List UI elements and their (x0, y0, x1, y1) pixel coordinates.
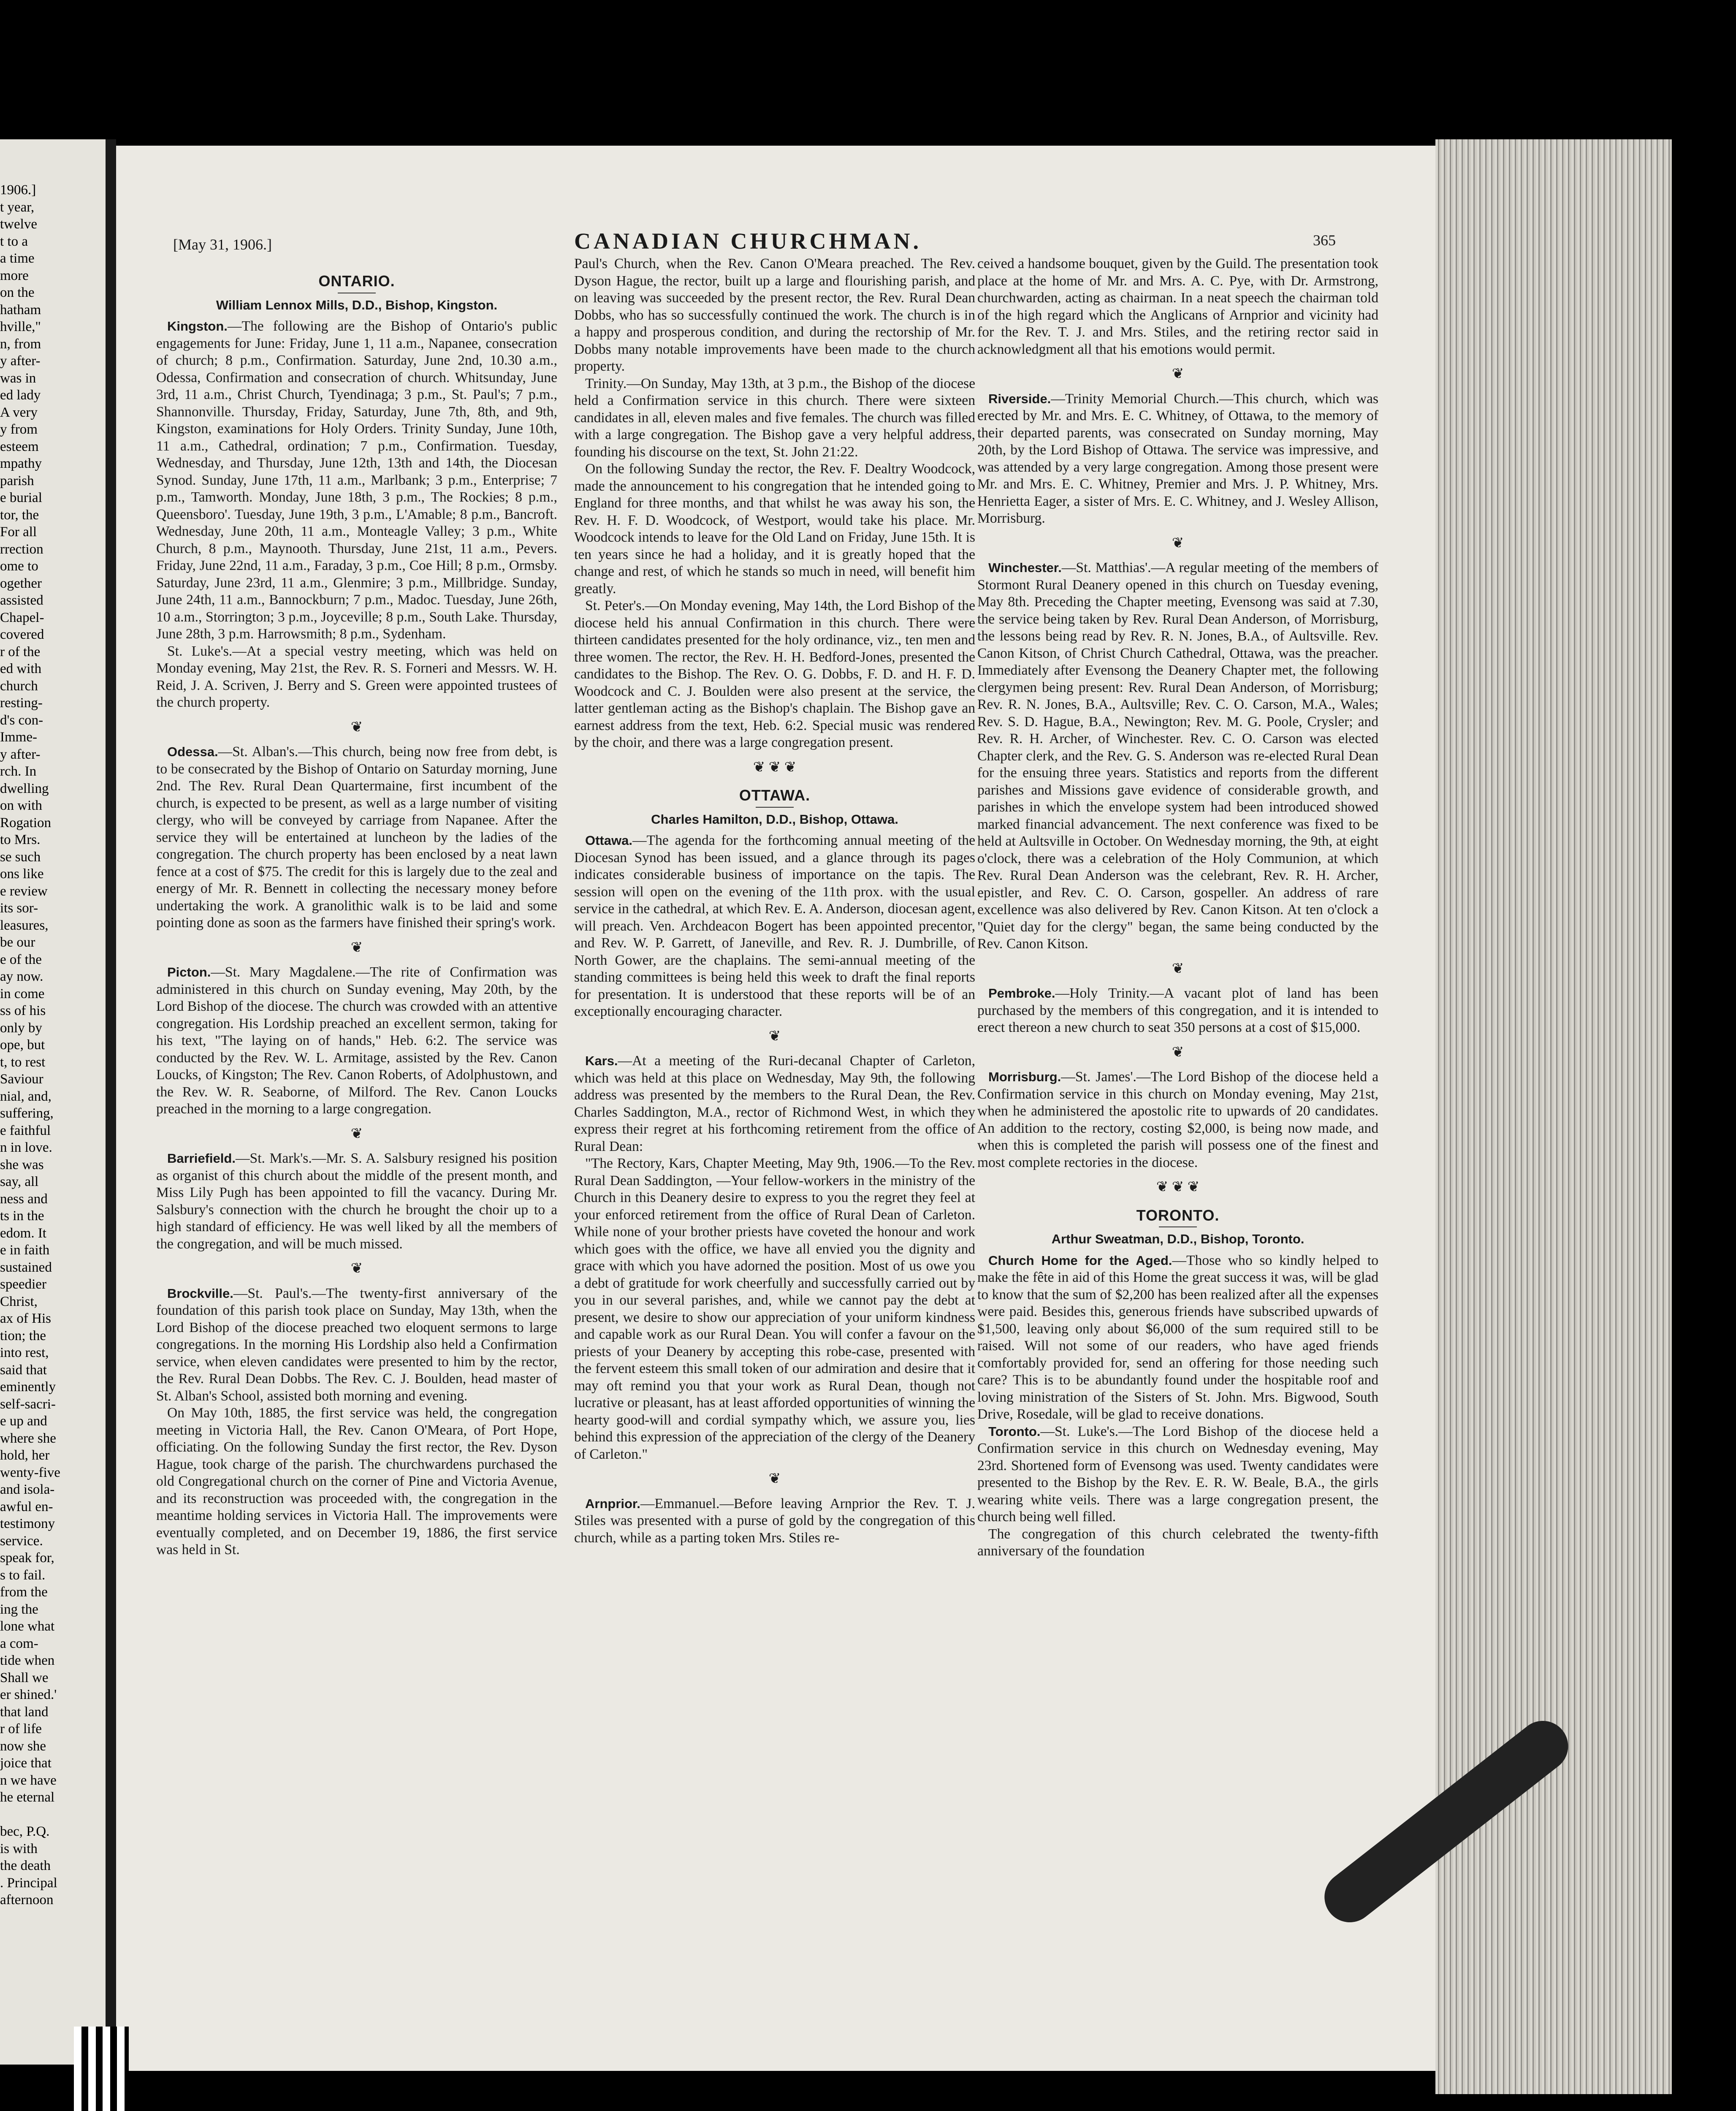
left-page-line: mpathy (0, 456, 42, 471)
left-page-line: testimony (0, 1516, 55, 1531)
left-page-line: ome to (0, 559, 38, 574)
paragraph-text: —St. Matthias'.—A regular meeting of the members of Stormont Rural Deanery opened in this church on Tuesday evening, May 8th. Preceding the Chapter meeting, Evensong was said at 7.30, the service being taken by Rev. Rural Dean Anderson, of Morrisburg, the lessons being read by Rev. R. N. Jones, B.A., of Aultsville. Rev. Canon Kitson, of Christ Church Cathedral, Ottawa, was the preacher. Immediately after Evensong the Deanery Chapter met, the following clergymen being present: Rev. Rural Dean Anderson, of Morrisburg; Rev. R. N. Jones, B.A., Aultsville; Rev. C. O. Carson, M.A., Wales; Rev. S. D. Hague, B.A., Newington; Rev. M. G. Poole, Crysler; and Rev. R. H. Archer, of Winchester. Rev. C. O. Carson was elected Chapter clerk, and the Rev. G. S. Anderson was re-elected Rural Dean for the ensuing three years. Statistics and reports from the different parishes and Missions gave evidence of considerable growth, and parishes in which the envelope system had been introduced showed marked financial advancement. The next conference was fixed to be held at Aultsville in October. On Wednesday morning, the 9th, at eight o'clock, there was a celebration of the Holy Communion, at which Rev. Rural Dean Anderson was the celebrant, Rev. R. H. Archer, epistler, and Rev. C. O. Carson, gospeller. An address of rare excellence was also delivered by Rev. Canon Kitson. At ten o'clock a "Quiet day for the clergy" began, the same being conducted by the Rev. Canon Kitson. (977, 560, 1378, 952)
left-page-line: self-sacri- (0, 1396, 56, 1412)
left-page-line: ing the (0, 1601, 38, 1617)
left-page-line: tion; the (0, 1328, 46, 1343)
left-page-line: hold, her (0, 1448, 50, 1463)
left-page-line: For all (0, 524, 37, 540)
left-page-line: se such (0, 849, 41, 865)
left-page-line: where she (0, 1430, 56, 1446)
paragraph-text: —Trinity Memorial Church.—This church, which was erected by Mr. and Mrs. E. C. Whitney, of Ottawa, to the memory of their departed parents, was consecrated on Sunday morning, May 20th, by the Lord Bishop of Ottawa. The service was impressive, and was attended by a very large congregation. Among those present were Mr. and Mrs. E. C. Whitney, Premier and Mrs. J. P. Whitney, Mrs. Henrietta Eager, a sister of Mrs. E. C. Whitney, and J. Wesley Allison, Morrisburg. (977, 391, 1378, 526)
left-page-line: t year, (0, 199, 35, 215)
left-page-line: Shall we (0, 1670, 49, 1685)
left-page-line: rch. In (0, 764, 37, 779)
bishop-line: Arthur Sweatman, D.D., Bishop, Toronto. (1051, 1232, 1305, 1246)
left-page-line: only by (0, 1020, 42, 1036)
left-page-line: in come (0, 986, 45, 1001)
left-page-line: on with (0, 798, 42, 813)
left-page-line: tor, the (0, 507, 39, 523)
paragraph-text: The congregation of this church celebrated the twenty-fifth anniversary of the foundation (977, 1526, 1378, 1559)
left-page-line: dwelling (0, 781, 49, 796)
left-page-line: hville," (0, 319, 41, 334)
left-page-line: a time (0, 251, 35, 266)
paragraph-text: —Emmanuel.—Before leaving Arnprior the Rev. T. J. Stiles was presented with a purse of gold by the congregation of this church, while as a parting token Mrs. Stiles re- (574, 1495, 975, 1546)
place-name: Odessa. (167, 744, 218, 759)
left-page-line: n we have (0, 1772, 57, 1788)
left-page-line: wenty-five (0, 1465, 60, 1480)
left-page-line: church (0, 678, 38, 694)
left-page-line: she was (0, 1157, 44, 1172)
left-page-fragment (0, 139, 106, 2065)
left-page-line: covered (0, 627, 44, 642)
left-page-line: n, from (0, 336, 41, 352)
left-page-line: eminently (0, 1379, 56, 1395)
newspaper-page (116, 146, 1435, 2071)
left-page-line: e in faith (0, 1243, 50, 1258)
paragraph-text: —At a meeting of the Ruri-decanal Chapter of Carleton, which was held at this place on Wednesday, May 9th, the following address was presented by the members to the Rural Dean, the Rev. Charles Saddington, M.A., rector of Richmond West, in which they express their regret at his forthcoming retirement from the office of Rural Dean: (574, 1053, 975, 1154)
diocese-heading: ONTARIO. (318, 272, 395, 290)
section-ornament: ❦ (768, 1471, 781, 1487)
left-page-line: ope, but (0, 1037, 45, 1053)
left-page-line: rrection (0, 541, 43, 557)
place-name: Kingston. (167, 319, 228, 334)
left-page-line: Saviour (0, 1072, 43, 1087)
left-page-line: r of the (0, 644, 41, 659)
bishop-line: Charles Hamilton, D.D., Bishop, Ottawa. (651, 811, 898, 827)
left-page-line: service. (0, 1533, 43, 1549)
left-page-line (0, 1806, 106, 1823)
heading-rule (756, 807, 794, 808)
left-page-line: resting- (0, 695, 43, 711)
place-name: Winchester. (988, 560, 1062, 575)
place-name: Riverside. (988, 391, 1051, 406)
article-paragraph (574, 832, 975, 1020)
article-paragraph (977, 1526, 1378, 1560)
left-page-line: Rogation (0, 815, 51, 830)
heading-rule (1159, 1226, 1197, 1227)
left-page-line: ons like (0, 866, 44, 882)
left-page-line: A very (0, 404, 38, 420)
left-page-line: Christ, (0, 1294, 38, 1309)
left-page-line: parish (0, 473, 34, 488)
left-page-line: afternoon (0, 1892, 54, 1907)
left-page-line: from the (0, 1585, 48, 1600)
left-page-line: its sor- (0, 901, 38, 916)
paragraph-text: —The agenda for the forthcoming annual meeting of the Diocesan Synod has been issued, and a glance through its pages indicates considerable business of importance on the tapis. The session will open on the evening of the 11th prox. with the usual service in the cathedral, at which Rev. E. A. Anderson, diocesan agent, will preach. Ven. Archdeacon Bogert has been appointed precentor, and Rev. W. P. Garrett, of Janeville, and Rev. R. J. Dumbrille, of North Gower, are the chaplains. The semi-annual meeting of the standing committees is being held this week to draft the final reports for presentation. It is understood that these reports will be of an exceptionally encouraging character. (574, 833, 975, 1019)
left-page-line: that land (0, 1704, 49, 1720)
left-page-line: . Principal (0, 1875, 57, 1891)
left-page-line: was in (0, 370, 36, 386)
section-ornament: ❦ (350, 939, 363, 955)
diocese-heading: TORONTO. (1136, 1206, 1220, 1224)
left-page-line: hatham (0, 302, 41, 317)
place-name: Toronto. (988, 1424, 1041, 1439)
section-ornament: ❦ (1172, 535, 1184, 551)
paragraph-text: St. Peter's.—On Monday evening, May 14th, the Lord Bishop of the diocese held his annual Confirmation in this church. There were thirteen candidates presented for the holy ordinance, viz., ten men and three women. The rector, the Rev. H. H. Bedford-Jones, presented the candidates to the Bishop. The Rev. O. G. Dobbs, F. D. and H. F. D. Woodcock and C. J. Boulden were also present at the service, the latter gentleman acting as the Bishop's chaplain. The Bishop gave an earnest address from the text, Heb. 6:2. Special music was rendered by the choir, and there was a large congregation present. (574, 598, 975, 750)
article-paragraph (574, 1155, 975, 1463)
section-ornament: ❦ (768, 1028, 781, 1044)
left-page-line: to Mrs. (0, 832, 41, 847)
column-2 (574, 255, 975, 2046)
article-paragraph (574, 1495, 975, 1547)
article-paragraph (977, 1423, 1378, 1526)
left-page-line: and isola- (0, 1482, 55, 1497)
article-paragraph (977, 559, 1378, 953)
left-page-line: suffering, (0, 1106, 54, 1121)
left-page-line: speak for, (0, 1550, 54, 1566)
left-page-line: Imme- (0, 730, 37, 745)
column-3 (977, 255, 1378, 2046)
article-paragraph (574, 375, 975, 461)
left-page-line: e of the (0, 952, 42, 967)
place-name: Kars. (585, 1053, 618, 1068)
left-page-line: y after- (0, 746, 41, 762)
left-page-line: be our (0, 935, 35, 950)
article-paragraph (156, 964, 557, 1118)
left-page-text (0, 139, 106, 1909)
article-paragraph (156, 1150, 557, 1253)
left-page-line: now she (0, 1738, 46, 1754)
section-ornament: ❦ (1172, 961, 1184, 977)
left-page-line: sustained (0, 1259, 52, 1275)
left-page-line: ax of His (0, 1311, 51, 1326)
left-page-line: esteem (0, 439, 39, 454)
left-page-line: the death (0, 1858, 51, 1873)
section-ornament: ❦ (350, 719, 363, 735)
left-page-line: n in love. (0, 1140, 52, 1155)
left-page-line: y after- (0, 353, 41, 369)
section-ornament: ❦ (1172, 1044, 1184, 1060)
left-page-line: e faithful (0, 1123, 51, 1138)
left-page-line: s to fail. (0, 1567, 46, 1583)
left-page-line: Chapel- (0, 610, 44, 625)
masthead-title: CANADIAN CHURCHMAN. (574, 228, 922, 254)
paragraph-text: On the following Sunday the rector, the Rev. F. Dealtry Woodcock, made the announcement to his congregation that he intended going to England for three months, and that whilst he was away his son, the Rev. H. F. D. Woodcock, of Westport, would take his place. Mr. Woodcock intends to leave for the Old Land on Friday, June 15th. It is ten years since he had a holiday, and it is greatly hoped that the change and rest, of which he stands so much in need, will benefit him greatly. (574, 461, 975, 597)
section-ornament: ❦ (350, 1126, 363, 1142)
left-page-line: awful en- (0, 1499, 53, 1514)
left-page-line: ts in the (0, 1208, 44, 1224)
place-name: Arnprior. (585, 1496, 640, 1511)
paragraph-text: —St. Alban's.—This church, being now free from debt, is to be consecrated by the Bishop of Ontario on Saturday morning, June 2nd. The Rev. Rural Dean Quartermaine, first incumbent of the church, is expected to be present, as well as a large number of visiting clergy, who will be conveyed by carriage from Napanee. After the service they will be entertained at luncheon by the ladies of the congregation. The church property has been enclosed by a neat lawn fence at a cost of $75. The credit for this is largely due to the zeal and energy of Mr. R. Bennett in collecting the necessary money before undertaking the work. A granolithic walk is to be laid and some pointing done as soon as the farmers have finished their spring's work. (156, 744, 557, 931)
article-paragraph (574, 597, 975, 752)
article-paragraph (156, 318, 557, 643)
section-ornament: ❦ ❦ ❦ (753, 759, 797, 775)
left-page-line: ss of his (0, 1003, 46, 1018)
left-page-line: 1906.] (0, 182, 36, 198)
bishop-line: William Lennox Mills, D.D., Bishop, Kingston. (216, 297, 498, 312)
left-page-line: t, to rest (0, 1054, 46, 1070)
left-page-line: into rest, (0, 1345, 49, 1360)
paragraph-text: —St. Luke's.—The Lord Bishop of the diocese held a Confirmation service in this church on Wednesday evening, May 23rd. Shortened form of Evensong was used. Twenty candidates were presented to the Bishop by the Rev. E. R. W. Beale, B.A., the girls wearing white veils. There was a large congregation present, the church being well filled. (977, 1423, 1378, 1525)
left-page-line: said that (0, 1362, 47, 1378)
place-name: Ottawa. (585, 833, 632, 848)
left-page-line: say, all (0, 1174, 39, 1189)
paragraph-text: —Those who so kindly helped to make the fête in aid of this Home the great success it was, will be glad to know that the sum of $2,200 has been realized after all the expenses were paid. Besides this, generous friends have subscribed upwards of $1,500, leaving only about $6,000 of the sum required still to be raised. Will not some of our readers, who have aged friends comfortably provided for, send an offering for those needing such care? This is to be abundantly found under the hospitable roof and loving ministration of the Sisters of St. John. Mrs. Bigwood, South Drive, Rosedale, will be glad to receive donations. (977, 1252, 1378, 1422)
article-paragraph (977, 1069, 1378, 1171)
left-page-line: ay now. (0, 969, 43, 984)
left-page-line: y from (0, 422, 38, 437)
article-paragraph (156, 643, 557, 711)
article-paragraph (156, 1285, 557, 1405)
place-name: Morrisburg. (988, 1069, 1061, 1084)
section-ornament: ❦ (1172, 366, 1184, 382)
section-ornament: ❦ (350, 1261, 363, 1276)
left-page-line: joice that (0, 1756, 52, 1771)
paragraph-text: —St. James'.—The Lord Bishop of the diocese held a Confirmation service in this church on Monday evening, May 21st, when he administered the apostolic rite to upwards of 20 candidates. An addition to the rectory, costing $2,000, is being now made, and when this is completed the parish will possess one of the finest and most complete rectories in the diocese. (977, 1069, 1378, 1170)
article-paragraph (574, 1053, 975, 1155)
left-page-line: more (0, 268, 29, 283)
article-paragraph (156, 1405, 557, 1559)
paragraph-text: St. Luke's.—At a special vestry meeting, which was held on Monday evening, May 21st, the Rev. R. S. Forneri and Messrs. W. H. Reid, J. A. Scriven, J. Berry and S. Green were appointed trustees of the church property. (156, 643, 557, 710)
left-page-line: e burial (0, 490, 42, 505)
left-page-line: ness and (0, 1191, 48, 1207)
paragraph-text: —St. Paul's.—The twenty-first anniversary of the foundation of this parish took place on Sunday, May 13th, when the Lord Bishop of the diocese preached two eloquent sermons to large congregations. In the morning His Lordship also held a Confirmation service, when eleven candidates were presented to him by the rector, the Rev. Rural Dean Dobbs. The Rev. C. J. Boulden, head master of St. Alban's School, assisted both morning and evening. (156, 1285, 557, 1404)
section-ornament: ❦ ❦ ❦ (1156, 1179, 1200, 1195)
film-edge-marks (74, 2027, 129, 2111)
left-page-line: ed with (0, 661, 42, 676)
left-page-line: lone what (0, 1619, 55, 1634)
place-name: Church Home for the Aged. (988, 1253, 1172, 1268)
paragraph-text: —The following are the Bishop of Ontario's public engagements for June: Friday, June 1, 11 a.m., Napanee, consecration of church; 8 p.m., Confirmation. Saturday, June 2nd, 10.30 a.m., Odessa, Confirmation and consecration of church. Whitsunday, June 3rd, 11 a.m., Christ Church, Tyendinaga; 3 p.m., St. Paul's; 7 p.m., Shannonville. Thursday, Friday, Saturday, June 7th, 8th, and 9th, Kingston, examinations for Holy Orders. Trinity Sunday, June 10th, 11 a.m., Cathedral, ordination; 7 p.m., Confirmation. Tuesday, Wednesday, and Thursday, June 12th, 13th and 14th, the Diocesan Synod. Sunday, June 17th, 11 a.m., Marlbank; 3 p.m., Enterprise; 7 p.m., Tamworth. Monday, June 18th, 3 p.m., The Rockies; 8 p.m., Queensboro'. Tuesday, June 19th, 3 p.m., L'Amable; 8 p.m., Bancroft. Wednesday, June 20th, 11 a.m., Monteagle Valley; 3 p.m., White Church, 8 p.m., Maynooth. Thursday, June 21st, 11 a.m., Pevers. Friday, June 22nd, 11 a.m., Faraday, 3 p.m., Coe Hill; 8 p.m., Ormsby. Saturday, June 23rd, 11 a.m., Glenmire; 3 p.m., Millbridge. Sunday, June 24th, 11 a.m., Bannockburn; 7 p.m., Madoc. Tuesday, June 26th, 10 a.m., Storrington; 3 p.m., Joyceville; 8 p.m., South Lake. Thursday, June 28th, 3 p.m. Harrowsmith; 8 p.m., Sydenham. (156, 318, 557, 642)
paragraph-text: —St. Mary Magdalene.—The rite of Confirmation was administered in this church on Sunday evening, May 20th, by the Lord Bishop of the diocese. The church was crowded with an attentive congregation. His Lordship preached an excellent sermon, taking for his text, "The laying on of hands," Heb. 6:2. The service was conducted by the Rev. W. L. Armitage, assisted by the Rev. Canon Loucks, of Kingston; The Rev. Canon Roberts, of Adolphustown, and the Rev. W. R. Seaborne, of Milford. The Rev. Canon Loucks preached in the morning to a large congregation. (156, 964, 557, 1117)
place-name: Picton. (167, 965, 211, 980)
left-page-line: ed lady (0, 388, 41, 403)
article-paragraph (156, 743, 557, 932)
book-gutter (106, 139, 116, 2065)
diocese-heading: OTTAWA. (739, 787, 811, 804)
article-paragraph (574, 461, 975, 597)
place-name: Barriefield. (167, 1151, 236, 1166)
article-paragraph (977, 1252, 1378, 1423)
left-page-line: nial, and, (0, 1088, 52, 1104)
left-page-line: ogether (0, 575, 42, 591)
left-page-line: e up and (0, 1414, 47, 1429)
column-1 (156, 262, 557, 2052)
article-paragraph (977, 391, 1378, 527)
left-page-line: on the (0, 285, 35, 300)
article-paragraph (977, 255, 1378, 358)
place-name: Pembroke. (988, 986, 1055, 1001)
paragraph-text: Paul's Church, when the Rev. Canon O'Meara preached. The Rev. Dyson Hague, the rector, built up a large and flourishing parish, and on leaving was succeeded by the present rector, the Rev. Rural Dean Dobbs, who has so successfully continued the work. The church is in a happy and prosperous condition, and during the rectorship of Mr. Dobbs many notable improvements have been made to the church property. (574, 256, 975, 374)
article-paragraph (977, 985, 1378, 1037)
left-page-line: r of life (0, 1721, 42, 1737)
left-page-line: he eternal (0, 1790, 55, 1805)
paragraph-text: "The Rectory, Kars, Chapter Meeting, May 9th, 1906.—To the Rev. Rural Dean Saddington, —Your fellow-workers in the ministry of the Church in this Deanery desire to express to you the regret they feel at your enforced retirement from the office of Rural Dean of Carleton. While none of your brother priests have coveted the honour and work which goes with the office, we have all envied you the dignity and grace with which you have adorned the position. Most of us owe you a debt of gratitude for work cheerfully and successfully carried out by you in our several parishes, and, while we cannot pay the debt at present, we desire to show our appreciation of your uniform kindness and capable work as our Rural Dean. You will confer a favour on the priests of your Deanery by accepting this robe-case, presented with the fervent esteem this small token of our admiration and desire that it may oft remind you that your work as Rural Dean, though not lucrative or pleasant, has at least afforded opportunities of winning the hearty good-will and cordial sympathy which, we assure you, lies behind this expression of the appreciation of the clergy of the Deanery of Carleton." (574, 1156, 975, 1462)
paragraph-text: —Holy Trinity.—A vacant plot of land has been purchased by the members of this congregation, and it is intended to erect thereon a new church to seat 350 persons at a cost of $15,000. (977, 985, 1378, 1035)
page-number: 365 (1313, 232, 1336, 249)
left-page-line: speedier (0, 1277, 46, 1292)
paragraph-text: ceived a handsome bouquet, given by the Guild. The presentation took place at the home of Mr. and Mrs. A. C. Pye, with Dr. Armstrong, churchwarden, acting as chairman. In a neat speech the chairman told of the high regard which the Anglicans of Arnprior and vicinity had for the Rev. T. J. and Mrs. Stiles, and the retiring rector said in acknowledgment all that his emotions would permit. (977, 256, 1378, 357)
left-page-line: bec, P.Q. (0, 1824, 50, 1839)
left-page-line: tide when (0, 1653, 55, 1668)
left-page-line: leasures, (0, 917, 49, 933)
left-page-line: twelve (0, 217, 37, 232)
paragraph-text: On May 10th, 1885, the first service was held, the congregation meeting in Victoria Hall, the Rev. Canon O'Meara, of Port Hope, officiating. On the following Sunday the first rector, the Rev. Dyson Hague, took charge of the parish. The churchwardens purchased the old Congregational church on the corner of Pine and Victoria Avenue, and its reconstruction was proceeded with, the congregation in the meantime holding services in Victoria Hall. The improvements were eventually completed, and on December 19, 1886, the first service was held in St. (156, 1405, 557, 1557)
left-page-line: a com- (0, 1636, 38, 1651)
article-paragraph (574, 255, 975, 375)
paragraph-text: —St. Mark's.—Mr. S. A. Salsbury resigned his position as organist of this church about the middle of the present month, and Miss Lily Pugh has been appointed to fill the vacancy. During Mr. Salsbury's connection with the church he brought the choir up to a high standard of efficiency. He was well liked by all the members of the congregation, and will be much missed. (156, 1150, 557, 1252)
left-page-line: d's con- (0, 712, 43, 728)
left-page-line: e review (0, 883, 48, 899)
left-page-line: is with (0, 1841, 38, 1856)
left-page-line: t to a (0, 233, 28, 249)
place-name: Brockville. (167, 1286, 233, 1301)
issue-date: [May 31, 1906.] (173, 236, 272, 253)
left-page-line: er shined.' (0, 1687, 57, 1702)
paragraph-text: Trinity.—On Sunday, May 13th, at 3 p.m., the Bishop of the diocese held a Confirmation service in this church. There were sixteen candidates in all, eleven males and five females. The church was filled with a large congregation. The Bishop gave a very helpful address, founding his discourse on the text, St. John 21:22. (574, 375, 975, 460)
left-page-line: edom. It (0, 1225, 46, 1241)
left-page-line: assisted (0, 593, 43, 608)
